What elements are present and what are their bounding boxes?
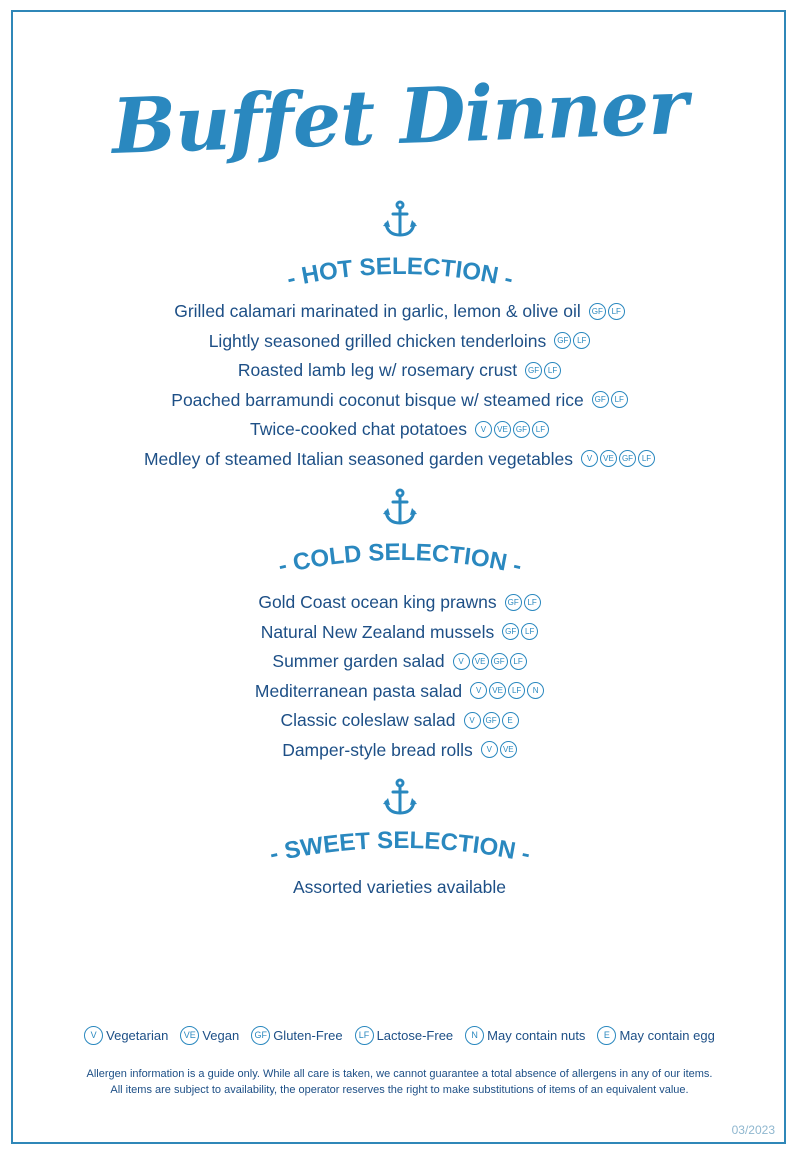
menu-item — [0, 706, 799, 736]
legend-item — [180, 1027, 239, 1046]
allergen-badge: GF — [491, 653, 508, 670]
allergen-badge: GF — [505, 594, 522, 611]
menu-item — [0, 327, 799, 357]
allergen-badge: GF — [513, 421, 530, 438]
allergen-badge: N — [465, 1026, 484, 1045]
menu-item-name: Twice-cooked chat potatoes — [250, 419, 467, 439]
allergen-badge: E — [502, 712, 519, 729]
allergen-badge: LF — [611, 391, 628, 408]
anchor-icon — [382, 778, 418, 818]
allergen-badge: LF — [573, 332, 590, 349]
menu-item — [0, 873, 799, 903]
section-heading-sweet — [0, 818, 799, 868]
allergen-legend — [0, 1027, 799, 1046]
allergen-badge: N — [527, 682, 544, 699]
menu-item-name: Assorted varieties available — [292, 877, 507, 897]
menu-item-name: Damper-style bread rolls — [282, 739, 473, 760]
legend-label: May contain nuts — [487, 1027, 586, 1043]
allergen-badge: VE — [494, 421, 511, 438]
allergen-badge: V — [84, 1026, 103, 1045]
section-heading-hot — [0, 244, 799, 294]
menu-item-name: Mediterranean pasta salad — [254, 680, 463, 701]
legend-label: Gluten-Free — [273, 1027, 343, 1043]
menu-item-name: Classic coleslaw salad — [280, 710, 456, 730]
menu-item-name: Poached barramundi coconut bisque w/ steamed rice — [171, 389, 584, 410]
allergen-badge: V — [475, 421, 492, 438]
menu-item — [0, 386, 799, 416]
allergen-badge: LF — [524, 594, 541, 611]
menu-item-name: Medley of steamed Italian seasoned garden vegetables — [143, 448, 574, 469]
svg-text:- COLD SELECTION -: - COLD SELECTION - — [275, 538, 525, 580]
allergen-badge: LF — [355, 1026, 374, 1045]
menu-item-name: Natural New Zealand mussels — [260, 621, 495, 642]
menu-item — [0, 415, 799, 445]
menu-item-name: Roasted lamb leg w/ rosemary crust — [237, 360, 518, 380]
menu-item-name: Lightly seasoned grilled chicken tenderloins — [208, 330, 547, 351]
allergen-badge: LF — [544, 362, 561, 379]
cold-selection-list — [0, 588, 799, 765]
legend-label: Vegan — [202, 1027, 240, 1043]
allergen-badge: LF — [508, 682, 525, 699]
disclaimer-line: All items are subject to availability, the operator reserves the right to make substitutions of items of an equivalent value. — [110, 1084, 689, 1096]
allergen-badge: V — [464, 712, 481, 729]
allergen-badge: V — [453, 653, 470, 670]
menu-item — [0, 356, 799, 386]
allergen-badge: E — [597, 1026, 616, 1045]
legend-item — [84, 1027, 168, 1046]
svg-text:- HOT SELECTION -: - HOT SELECTION - — [284, 252, 516, 293]
allergen-badge: LF — [638, 450, 655, 467]
menu-item — [0, 297, 799, 327]
allergen-badge: GF — [525, 362, 542, 379]
allergen-badge: V — [481, 741, 498, 758]
allergen-badge: LF — [521, 623, 538, 640]
menu-item — [0, 736, 799, 766]
legend-item — [597, 1027, 714, 1046]
anchor-icon — [382, 200, 418, 240]
allergen-disclaimer — [0, 1066, 799, 1098]
allergen-badge: GF — [589, 303, 606, 320]
allergen-badge: V — [470, 682, 487, 699]
allergen-badge: GF — [592, 391, 609, 408]
allergen-badge: GF — [483, 712, 500, 729]
menu-item — [0, 588, 799, 618]
menu-item — [0, 445, 799, 475]
svg-text:- SWEET SELECTION -: - SWEET SELECTION - — [267, 826, 533, 868]
legend-item — [355, 1027, 454, 1046]
menu-item-name: Summer garden salad — [272, 651, 445, 671]
allergen-badge: VE — [489, 682, 506, 699]
allergen-badge: LF — [510, 653, 527, 670]
legend-item — [465, 1027, 585, 1046]
allergen-badge: VE — [472, 653, 489, 670]
menu-item — [0, 618, 799, 648]
legend-label: Lactose-Free — [376, 1027, 454, 1043]
allergen-badge: VE — [600, 450, 617, 467]
allergen-badge: V — [581, 450, 598, 467]
sweet-selection-list — [0, 873, 799, 903]
allergen-badge: VE — [500, 741, 517, 758]
menu-item — [0, 647, 799, 677]
allergen-badge: GF — [554, 332, 571, 349]
anchor-icon — [382, 488, 418, 528]
menu-item-name: Grilled calamari marinated in garlic, lemon & olive oil — [174, 301, 581, 321]
allergen-badge: GF — [619, 450, 636, 467]
section-heading-cold — [0, 530, 799, 580]
allergen-badge: LF — [532, 421, 549, 438]
disclaimer-line: Allergen information is a guide only. While all care is taken, we cannot guarantee a total absence of allergens in any of our items. — [86, 1068, 713, 1080]
hot-selection-list — [0, 297, 799, 474]
menu-version-code: 03/2023 — [731, 1123, 775, 1137]
menu-item-name: Gold Coast ocean king prawns — [258, 592, 497, 612]
allergen-badge: GF — [251, 1026, 270, 1045]
legend-label: Vegetarian — [106, 1027, 169, 1043]
allergen-badge: VE — [180, 1026, 199, 1045]
menu-title: Buffet Dinner — [110, 61, 689, 172]
legend-label: May contain egg — [619, 1027, 715, 1043]
legend-item — [251, 1027, 342, 1046]
allergen-badge: LF — [608, 303, 625, 320]
allergen-badge: GF — [502, 623, 519, 640]
menu-item — [0, 677, 799, 707]
